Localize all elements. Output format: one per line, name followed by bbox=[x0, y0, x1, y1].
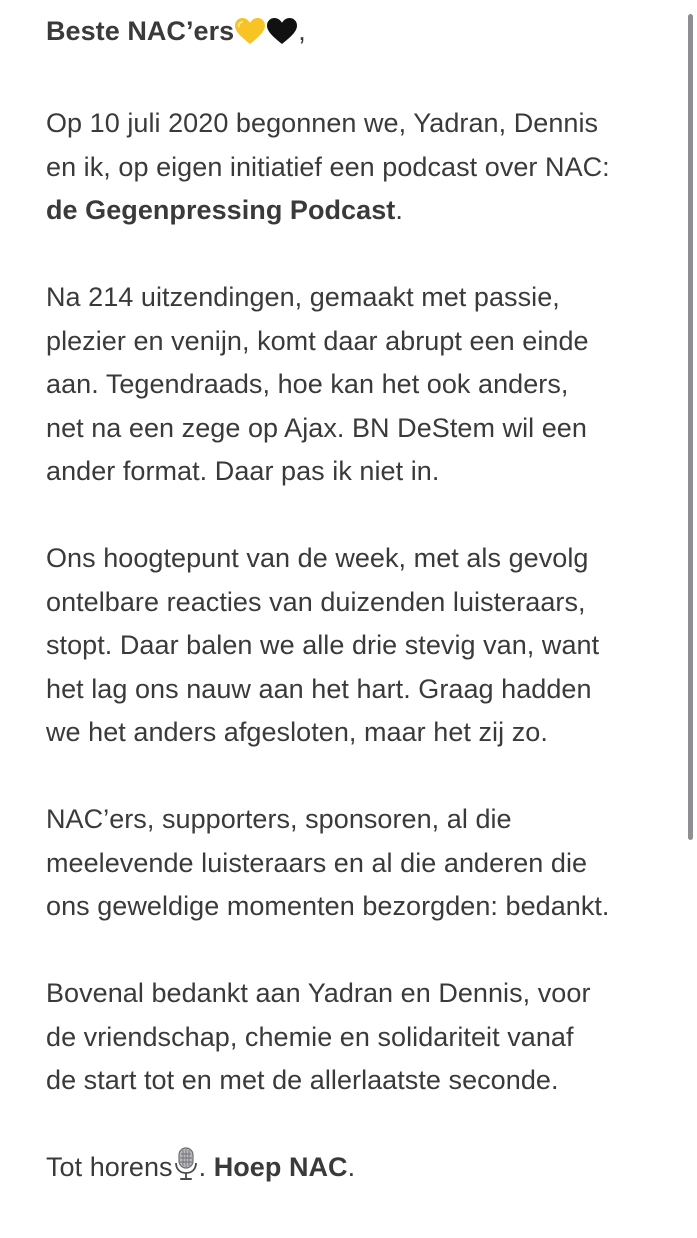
text-line: de start tot en met de allerlaatste seconde. bbox=[46, 1065, 559, 1095]
paragraph-4 bbox=[46, 798, 666, 929]
text-line: en ik, op eigen initiatief een podcast over NAC: bbox=[46, 151, 610, 182]
text-line: net na een zege op Ajax. BN DeStem wil een bbox=[46, 412, 587, 443]
text-line bbox=[46, 189, 666, 233]
greeting-paragraph bbox=[46, 10, 666, 59]
text-line: Ons hoogtepunt van de week, met als gevolg bbox=[46, 543, 589, 573]
closing-line bbox=[46, 1146, 666, 1195]
closing-suffix: . bbox=[347, 1152, 356, 1182]
text-line: NAC’ers, supporters, sponsoren, al die bbox=[46, 804, 512, 834]
closing-slogan: Hoep NAC bbox=[213, 1152, 348, 1182]
text-line: Na 214 uitzendingen, gemaakt met passie, bbox=[46, 282, 560, 312]
paragraph-1 bbox=[46, 102, 666, 233]
closing-middle: . bbox=[198, 1152, 214, 1182]
text-line: plezier en venijn, komt daar abrupt een einde bbox=[46, 325, 589, 356]
paragraph-3 bbox=[46, 537, 666, 755]
vertical-scrollbar[interactable] bbox=[688, 14, 693, 840]
text-line: meelevende luisteraars en al die anderen die bbox=[46, 847, 588, 878]
text-line: ons geweldige momenten bezorgden: bedankt. bbox=[46, 891, 610, 921]
podcast-name-period: . bbox=[395, 195, 403, 225]
paragraph-5 bbox=[46, 972, 666, 1103]
greeting-comma: , bbox=[298, 16, 306, 46]
paragraph-2 bbox=[46, 276, 666, 494]
greeting-line bbox=[46, 10, 666, 59]
text-line: stopt. Daar balen we alle drie stevig van, want bbox=[46, 630, 600, 660]
text-line: aan. Tegendraads, hoe kan het ook anders, bbox=[46, 369, 569, 399]
text-line: het lag ons nauw aan het hart. Graag hadden bbox=[46, 673, 592, 704]
microphone-icon bbox=[173, 1147, 199, 1195]
black-heart-icon bbox=[266, 15, 298, 59]
note-body bbox=[46, 10, 666, 1238]
closing-prefix: Tot horens bbox=[46, 1152, 173, 1182]
closing-paragraph bbox=[46, 1146, 666, 1195]
greeting-text: Beste NAC’ers bbox=[46, 16, 235, 46]
text-line: de vriendschap, chemie en solidariteit vanaf bbox=[46, 1021, 574, 1052]
text-line: ander format. Daar pas ik niet in. bbox=[46, 456, 440, 486]
yellow-heart-icon bbox=[234, 15, 266, 59]
podcast-name: de Gegenpressing Podcast bbox=[46, 195, 396, 225]
text-line: we het anders afgesloten, maar het zij zo. bbox=[46, 717, 548, 747]
text-line: ontelbare reacties van duizenden luisteraars, bbox=[46, 586, 586, 617]
text-line: Bovenal bedankt aan Yadran en Dennis, voor bbox=[46, 978, 591, 1008]
text-line: Op 10 juli 2020 begonnen we, Yadran, Dennis bbox=[46, 108, 599, 138]
